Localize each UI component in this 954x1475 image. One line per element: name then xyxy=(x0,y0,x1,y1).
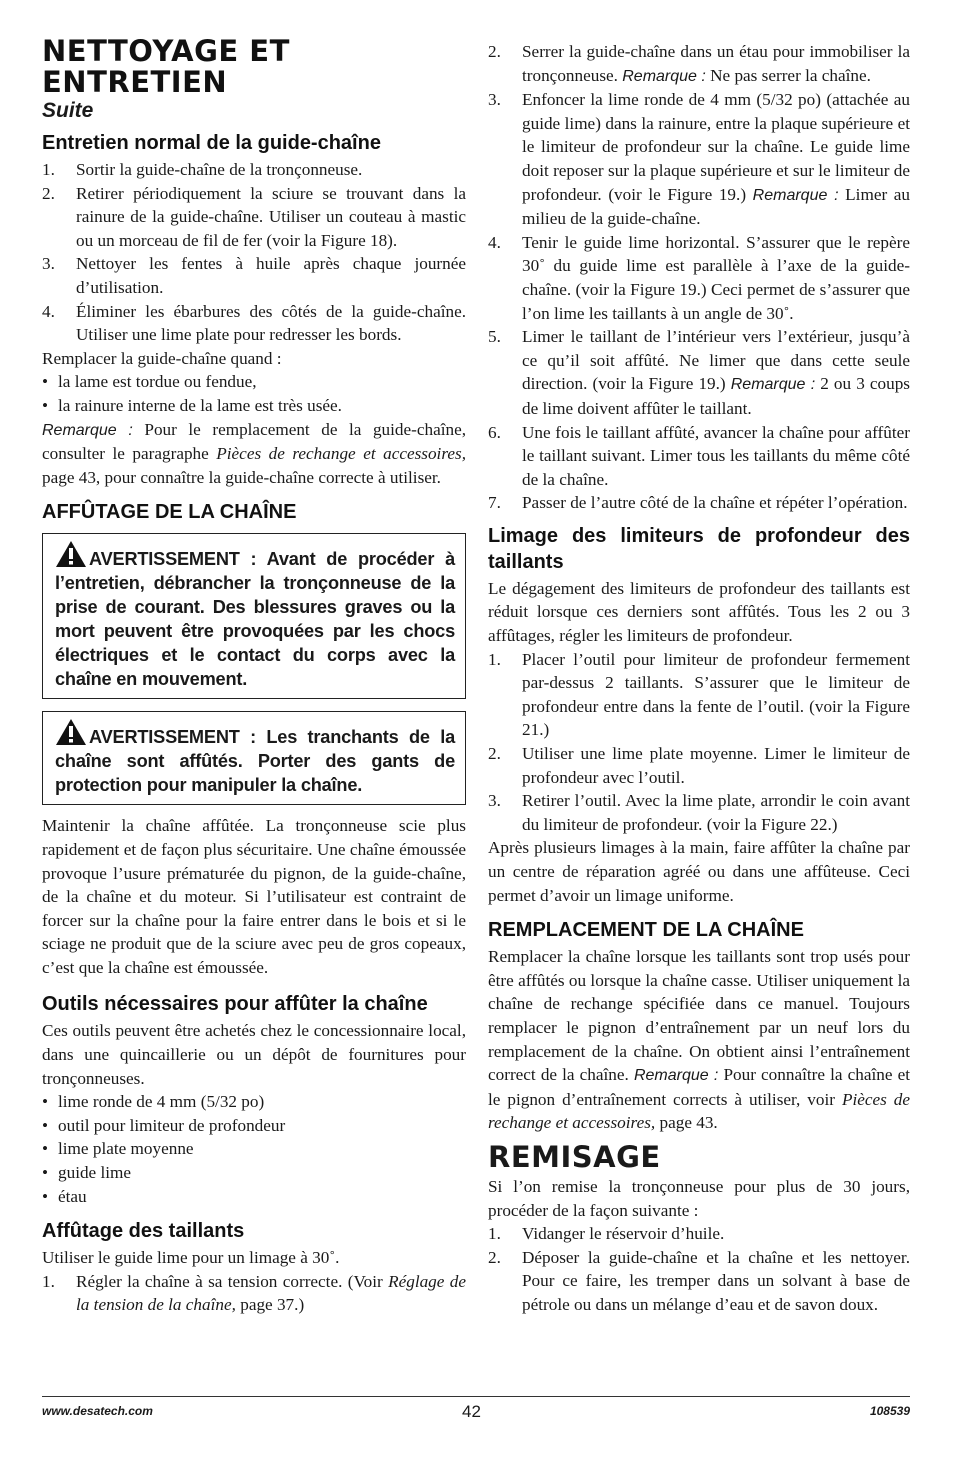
depth-heading: Limage des limiteurs de profondeur des taillants xyxy=(488,524,910,573)
tools-paragraph: Ces outils peuvent être achetés chez le concessionnaire local, dans une quincaillerie ou un dépôt de fournitures pour tronçonneuses. xyxy=(42,1021,466,1088)
storage-steps xyxy=(488,1222,910,1316)
list-item: • la rainure interne de la lame est très usée. xyxy=(42,395,342,415)
page-number: 42 xyxy=(462,1402,481,1421)
replace-chain-paragraph: Remplacer la chaîne lorsque les taillants sont trop usés pour être affûtés ou lorsque la chaîne casse. Utiliser uniquement la chaîne de rechange spécifiée dans ce manuel. Toujours remplacer le pignon d’entraînement par un neuf lors du remplacement de la chaîne. On obtient ainsi l’entraînement correct de la chaîne. Remarque : Pour connaître la chaîne et le pignon d’entraînement corrects à utiliser, voir Pièces de rechange et accessoires, page 43. xyxy=(488,947,911,1133)
list-item: 1. Régler la chaîne à sa tension correcte. (Voir Réglage de la tension de la chaîne, page 37.) xyxy=(42,1271,466,1315)
guide-steps xyxy=(42,158,466,347)
list-item: 3. Retirer l’outil. Avec la lime plate, arrondir le coin avant du limiteur de profondeur. (voir la Figure 22.) xyxy=(488,791,910,834)
list-item: 4. Tenir le guide lime horizontal. S’assurer que le repère 30˚ du guide lime est parallèle à l’axe de la guide-chaîne. (voir la Figure 19.) Ceci permet de s’assurer que l’on lime les taillants à un angle de 30˚. xyxy=(488,232,910,323)
depth-steps xyxy=(488,648,910,837)
list-item: • lime plate moyenne xyxy=(42,1139,194,1159)
list-item: • étau xyxy=(42,1186,87,1206)
sharpen-paragraph: Maintenir la chaîne affûtée. La tronçonneuse scie plus rapidement et de façon plus sécuritaire. Une chaîne émoussée provoque l’usure prématurée du pignon, de la guide-chaîne, de la chaîne et du moteur. Si l’utilisateur est contraint de forcer sur la chaîne pour la faire entrer dans le bois et si le sciage ne produit que de la sciure avec peu de gros copeaux, c’est que la chaîne est émoussée. xyxy=(42,816,466,977)
list-item: 7. Passer de l’autre côté de la chaîne et répéter l’opération. xyxy=(488,493,908,513)
left-column xyxy=(42,36,466,1317)
tools-heading: Outils nécessaires pour affûter la chaîne xyxy=(42,993,428,1016)
cutters-heading: Affûtage des taillants xyxy=(42,1220,245,1243)
cutters-intro: Utiliser le guide lime pour un limage à 30˚. xyxy=(42,1248,340,1268)
tools-bullets xyxy=(42,1090,466,1208)
list-item: 2. Utiliser une lime plate moyenne. Limer le limiteur de profondeur avec l’outil. xyxy=(488,744,910,787)
list-item: 3. Enfoncer la lime ronde de 4 mm (5/32 po) (attachée au guide lime) dans la rainure, entre la plaque supérieure et le limiteur de profondeur sur la chaîne. Le guide lime doit reposer sur la plaque supérieure et sur le limiteur de profondeur. (voir le Figure 19.) Remarque : Limer au milieu de la guide-chaîne. xyxy=(488,90,910,229)
replace-chain-heading: REMPLACEMENT DE LA CHAÎNE xyxy=(488,919,804,942)
depth-after: Après plusieurs limages à la main, faire affûter la chaîne par un centre de réparation agréé ou dans une affûteuse. Ceci permet d’avoir un limage uniforme. xyxy=(488,838,910,905)
section-subtitle: Suite xyxy=(42,99,94,122)
cutters-steps-start xyxy=(42,1270,466,1317)
right-column xyxy=(488,40,910,1317)
storage-intro: Si l’on remise la tronçonneuse pour plus de 30 jours, procéder de la façon suivante : xyxy=(488,1176,910,1220)
list-item: • lime ronde de 4 mm (5/32 po) xyxy=(42,1092,265,1112)
list-item: 5. Limer le taillant de l’intérieur vers l’extérieur, jusqu’à ce qu’il soit affûté. Ne limer que dans cette seule direction. (voir la Figure 19.) Remarque : 2 ou 3 coups de lime doivent affûter le taillant. xyxy=(488,327,910,418)
replace-bullets xyxy=(42,370,466,417)
depth-paragraph: Le dégagement des limiteurs de profondeur des taillants est réduit lorsque ces derniers sont affûtés. Tous les 2 ou 3 affûtages, régler les limiteurs de profondeur. xyxy=(488,578,910,646)
section-title: NETTOYAGE ET ENTRETIEN xyxy=(42,34,290,99)
list-item: 2. Retirer périodiquement la sciure se trouvant dans la rainure de la guide-chaîne. Utiliser un couteau à mastic ou un morceau de fil de fer (voir la Figure 18). xyxy=(42,183,466,250)
list-item: 3. Nettoyer les fentes à huile après chaque journée d’utilisation. xyxy=(42,254,466,297)
footer-website: www.desatech.com xyxy=(42,1404,153,1418)
replace-intro: Remplacer la guide-chaîne quand : xyxy=(42,348,282,368)
list-item: 1. Sortir la guide-chaîne de la tronçonneuse. xyxy=(42,160,363,179)
warning-icon xyxy=(55,540,87,568)
list-item: 1. Placer l’outil pour limiteur de profondeur fermement par-dessus 2 taillants. S’assurer que le limiteur de profondeur entre dans la fente de l’outil. (voir la Figure 21.) xyxy=(488,649,910,740)
list-item: 4. Éliminer les ébarbures des côtés de la guide-chaîne. Utiliser une lime plate pour redresser les bords. xyxy=(42,301,466,345)
footer-code: 108539 xyxy=(869,1404,910,1418)
warning-icon xyxy=(55,718,87,746)
sharpen-heading: AFFÛTAGE DE LA CHAÎNE xyxy=(42,501,297,524)
list-item: 2. Serrer la guide-chaîne dans un étau pour immobiliser la tronçonneuse. Remarque : Ne pas serrer la chaîne. xyxy=(488,42,910,85)
guide-note: Remarque : Pour le remplacement de la guide-chaîne, consulter le paragraphe Pièces de rechange et accessoires, page 43, pour connaître la guide-chaîne correcte à utiliser. xyxy=(42,419,466,487)
warning-box-electric: AVERTISSEMENT : Avant de procéder à l’entretien, débrancher la tronçonneuse de la prise de courant. Des blessures graves ou la mort peuvent être provoquées par les chocs électriques et le contact du corps avec la chaîne en mouvement. xyxy=(42,533,466,699)
warning-box-sharp: AVERTISSEMENT : Les tranchants de la chaîne sont affûtés. Porter des gants de protection pour manipuler la chaîne. xyxy=(42,711,466,805)
storage-title: REMISAGE xyxy=(488,1139,661,1174)
list-item: 6. Une fois le taillant affûté, avancer la chaîne pour affûter le taillant suivant. Limer tous les taillants du même côté de la chaîne. xyxy=(488,422,910,489)
guide-heading: Entretien normal de la guide-chaîne xyxy=(42,132,381,154)
list-item: • la lame est tordue ou fendue, xyxy=(42,372,257,392)
list-item: 2. Déposer la guide-chaîne et la chaîne et les nettoyer. Pour ce faire, les tremper dans un solvant à base de pétrole ou dans un mélange d’eau et de savon doux. xyxy=(488,1247,910,1314)
list-item: • outil pour limiteur de profondeur xyxy=(42,1115,286,1135)
list-item: • guide lime xyxy=(42,1163,132,1183)
footer-divider xyxy=(42,1396,910,1397)
cutters-steps-continued xyxy=(488,40,910,515)
list-item: 1. Vidanger le réservoir d’huile. xyxy=(488,1224,725,1244)
